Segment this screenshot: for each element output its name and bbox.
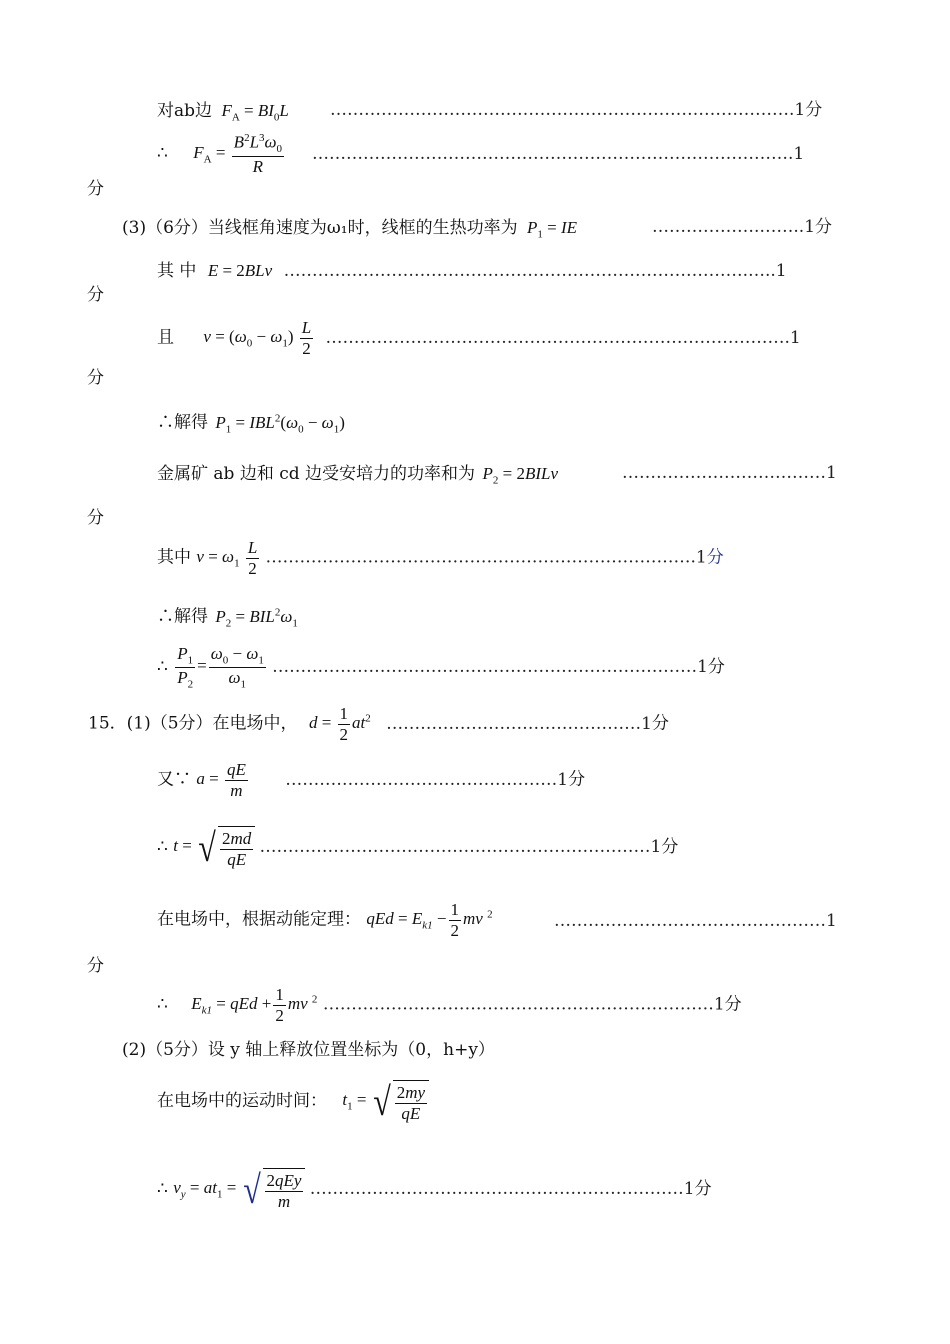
- score-dots: ………………………………………………………………………….1: [312, 144, 805, 164]
- line-t-sqrt: ∴ t = √ $\frac{2md}{qE}$ ……………………………………………………………1分: [157, 824, 679, 870]
- score-unit: 分: [87, 285, 104, 305]
- line-ek1-result: ∴ $E_{k1}$ = qEd + $\frac{1}{2}$ mv $^2$ ……………………………………………………………1分: [157, 985, 742, 1025]
- score-unit: 分: [87, 956, 104, 976]
- line-q15-d: 15．(1)（5分）在电场中， d = $\frac{1}{2}$ $at^2$ ………………………………………1分: [88, 704, 669, 744]
- score-unit: 分: [87, 179, 104, 199]
- line-p1-result: ∴解得 $P_1 = IBL^2(\omega_0 - \omega_1)$: [157, 412, 345, 436]
- therefore-symbol: ∴: [157, 143, 168, 164]
- line-v-omega1: 其中 $v = \omega_1$ $\frac{L}{2}$ ………………………………………………………………….1分: [157, 538, 724, 578]
- line-text: 对ab边: [157, 101, 213, 121]
- line-kinetic-theorem: 在电场中，根据动能定理： qEd = $E_{k1}$ − $\frac{1}{2}$ mv $^2$: [157, 900, 493, 940]
- line-fa-ab-side: [157, 102, 289, 123]
- formula-fa-result: $F_A$ = $\frac{B^2L^3\omega_0}{R}$: [193, 132, 283, 176]
- line-p1-ie: (3)（6分）当线框角速度为ω₁时，线框的生热功率为 $P_1$ = IE: [122, 218, 578, 241]
- line-t1-sqrt: 在电场中的运动时间： $t_1$ = √ $\frac{2my}{qE}$: [157, 1080, 429, 1123]
- line-a-qe-m: 又∵ a = $\frac{qE}{m}$ …………………………………………1分: [157, 760, 586, 800]
- line-vy-sqrt: ∴ $v_y = at_1$ = √ $\frac{\text{2qEy}}{m}$ …………………………………………………………1分: [157, 1166, 712, 1212]
- line-p2-result: ∴解得 $P_2 = BIL^2\omega_1$: [157, 606, 298, 630]
- score-dots: …………………………………………1: [554, 911, 837, 931]
- line-fa-result: [157, 132, 286, 176]
- score-unit: 分: [87, 508, 104, 528]
- score-dots: ……………….……..1分: [652, 217, 833, 237]
- line-p2-2bilv: 金属矿 ab 边和 cd 边受安培力的功率和为 $P_2$ = 2BILv: [157, 464, 558, 487]
- line-e-2blv: 其 中 E = 2BLv ……………………………………………………………………….…..1: [157, 261, 787, 281]
- score-dots: ………………………………1: [622, 463, 837, 483]
- line-p1-p2-ratio: ∴ $\frac{P_1}{P_2}$ = $\frac{\omega_0 - \omega_1}{\omega_1}$ …………………………………………………………………1分: [157, 644, 725, 691]
- line-v-omega: 且 $v = (\omega_0 - \omega_1)$ $\frac{L}{2}$ ……………………………………………………………………….1: [157, 318, 801, 358]
- score-dots: ……………………………………………………………………….1分: [330, 100, 823, 120]
- line-q15-part2: (2)（5分）设 y 轴上释放位置坐标为（0，h+y）: [122, 1040, 495, 1060]
- score-unit: 分: [87, 368, 104, 388]
- formula-fa: $F_A = BI_0L$: [221, 101, 289, 124]
